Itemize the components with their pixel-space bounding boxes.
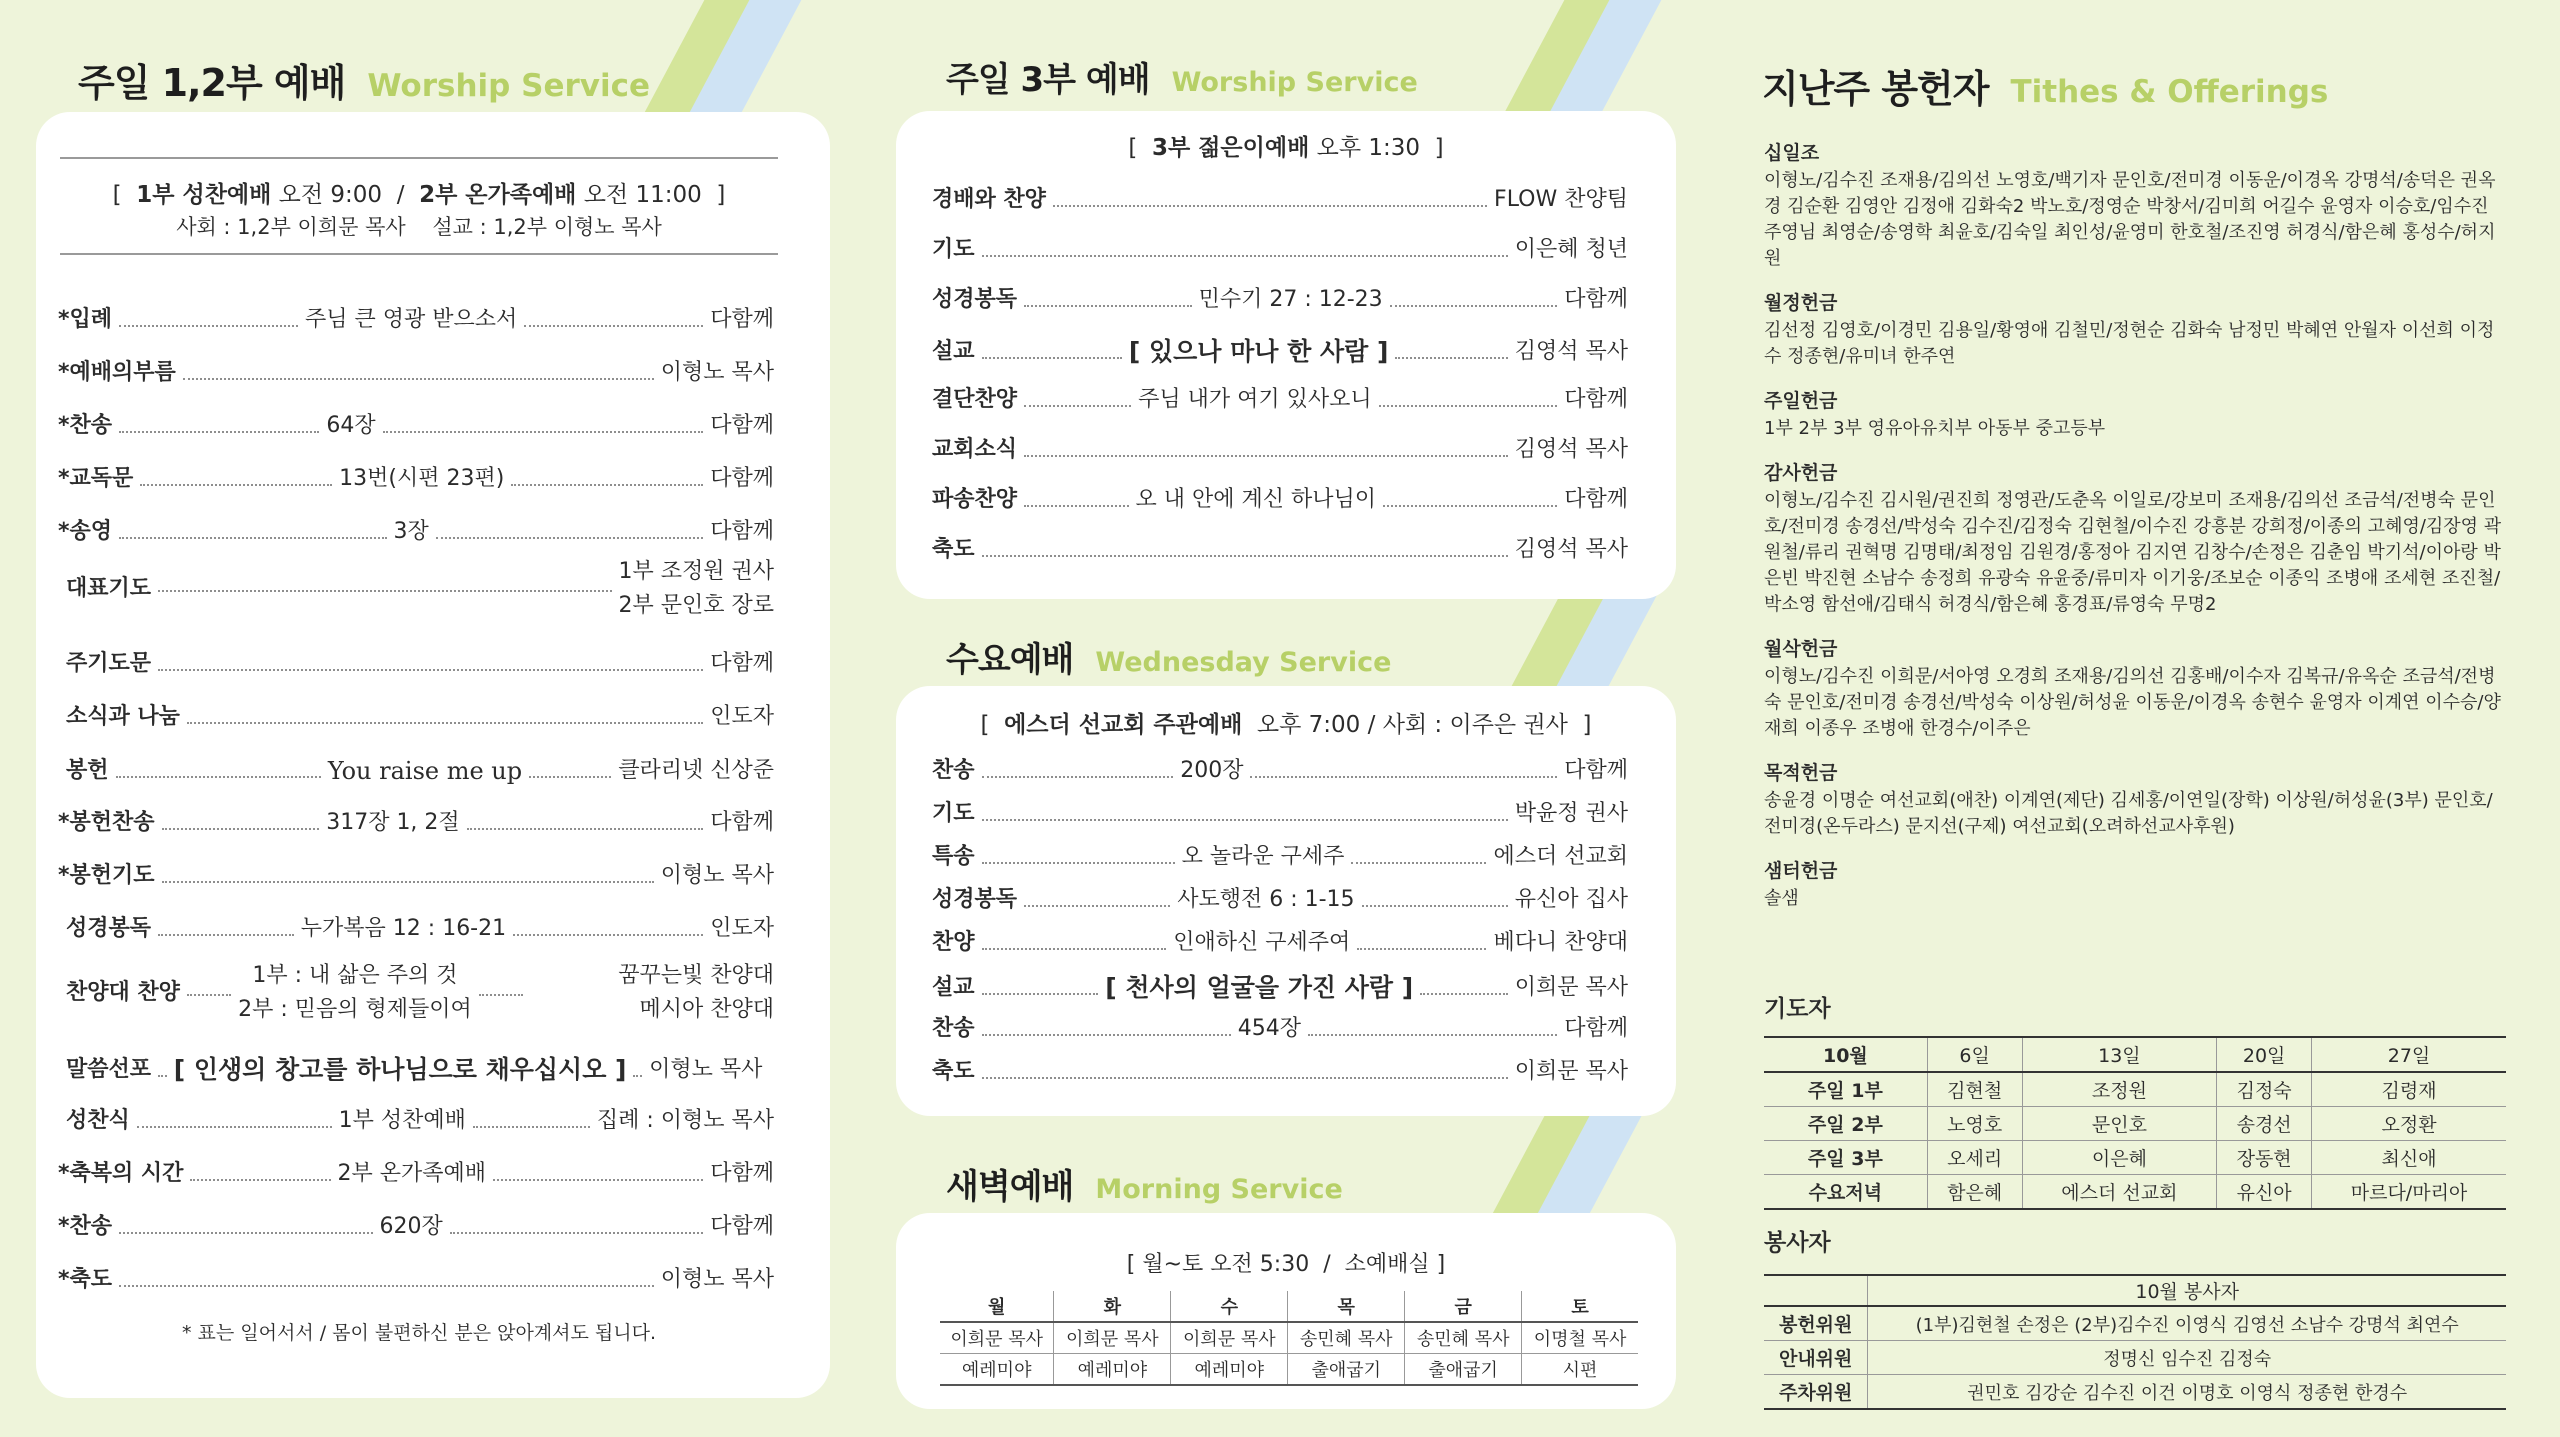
- volunteers-table: [1764, 1274, 2506, 1410]
- morning-books-row: 예레미야 예레미야 예레미야 출애굽기 출애굽기 시편: [940, 1354, 1638, 1386]
- order-row: 축도 김영석 목사: [932, 537, 1628, 562]
- service12-header: [ 1부 성찬예배 오전 9:00 / 2부 온가족예배 오전 11:00 ]: [112, 182, 726, 208]
- wednesday-header: [ 에스더 선교회 주관예배 오후 7:00 / 사회 : 이주은 권사 ]: [980, 712, 1592, 738]
- prayer-table: [1764, 1036, 2506, 1210]
- order-row: 찬송 454장 다함께: [932, 1016, 1628, 1041]
- order-row: *예배의부름 이형노 목사: [58, 360, 774, 385]
- prayer-row: 주일 2부 노영호 문인호 송경선 오정환: [1764, 1107, 2506, 1141]
- order-row: 찬양대 찬양 1부 : 내 삶은 주의 것 2부 : 믿음의 형제들이여 꿈꾸는빛 찬양대 메시아 찬양대: [66, 963, 774, 1022]
- order-row: *찬송 620장 다함께: [58, 1214, 774, 1239]
- offering-group: 주일헌금 1부 2부 3부 영유아유치부 아동부 중고등부: [1764, 390, 2106, 439]
- service3-order-list: [932, 111, 1628, 599]
- offering-group: 월정헌금 김선정 김영호/이경민 김용일/황영애 김철민/정현순 김화숙 남정민 박혜연 안월자 이선희 이정수 정종현/유미녀 한주연: [1764, 292, 2495, 367]
- volunteers-header-row: 10월 봉사자: [1764, 1275, 2506, 1306]
- order-row: *송영 3장 다함께: [58, 519, 774, 544]
- volunteer-row: 봉헌위원 (1부)김현철 손정은 (2부)김수진 이영식 김영선 소남수 강명석 최연수: [1764, 1306, 2506, 1341]
- order-row: 대표기도 1부 조정원 권사 2부 문인호 장로: [66, 559, 774, 618]
- order-row: *봉헌기도 이형노 목사: [58, 863, 774, 888]
- order-row: 설교 [ 있으나 마나 한 사람 ] 김영석 목사: [932, 337, 1628, 366]
- service12-order-list: [58, 112, 774, 1398]
- offerings-list: [1764, 138, 2508, 912]
- offering-group: 월삭헌금 이형노/김수진 이희문/서아영 오경희 조재용/김의선 김홍배/이수자 김복규/유옥순 조금석/전병숙 문인호/전미경 송경선/박성숙 이상원/허성윤 이동운/이경옥 송현수 윤영자 이계연 이수승/양재희 이종우 조병애 한경수/이주은: [1764, 638, 2501, 739]
- standing-note: * 표는 일어서서 / 몸이 불편하신 분은 앉아계셔도 됩니다.: [181, 1322, 657, 1344]
- prayer-row: 주일 1부 김현철 조정원 김정숙 김령재: [1764, 1072, 2506, 1107]
- order-row: *봉헌찬송 317장 1, 2절 다함께: [58, 810, 774, 835]
- offering-group: 십일조 이형노/김수진 조재용/김의선 노영호/백기자 문인호/전미경 이동운/이경옥 강명석/송덕은 권옥경 김순환 김영안 김정애 김화숙2 박노호/정영순 박창서/김미희 어길수 윤영자 이승호/임수진 주영님 최영순/송영학 최윤호/김숙일 최인성/윤영미 한호철/조진영 허경식/함은혜 홍성수/허지원: [1764, 142, 2496, 269]
- prayer-title: 기도자: [1764, 996, 1831, 1022]
- service3-panel: [896, 111, 1676, 599]
- order-row: 성경봉독 누가복음 12 : 16-21 인도자: [66, 916, 774, 941]
- morning-leaders-row: 이희문 목사 이희문 목사 이희문 목사 송민혜 목사 송민혜 목사 이명철 목사: [940, 1322, 1638, 1354]
- wednesday-order-list: [932, 686, 1628, 1116]
- morning-days-row: 월 화 수 목 금 토: [940, 1291, 1638, 1322]
- morning-header: [ 월~토 오전 5:30 / 소예배실 ]: [1126, 1252, 1446, 1277]
- prayer-row: 수요저녁 함은혜 에스더 선교회 유신아 마르다/마리아: [1764, 1175, 2506, 1210]
- order-row: 교회소식 김영석 목사: [932, 437, 1628, 462]
- order-row: 파송찬양 오 내 안에 계신 하나님이 다함께: [932, 487, 1628, 512]
- section-title-service3: 주일 3부 예배 Worship Service: [946, 60, 1418, 100]
- wednesday-panel: [896, 686, 1676, 1116]
- order-row: *입례 주님 큰 영광 받으소서 다함께: [58, 307, 774, 332]
- morning-panel: [896, 1213, 1676, 1409]
- order-row: 말씀선포 [ 인생의 창고를 하나님으로 채우십시오 ] 이형노 목사: [66, 1055, 763, 1084]
- order-row: 봉헌 You raise me up 클라리넷 신상준: [66, 757, 774, 785]
- order-row: *찬송 64장 다함께: [58, 413, 774, 438]
- order-row: 소식과 나눔 인도자: [66, 704, 774, 729]
- service12-subheader: 사회 : 1,2부 이희문 목사 설교 : 1,2부 이형노 목사: [176, 215, 662, 239]
- service3-header: [ 3부 젊은이예배 오후 1:30 ]: [1128, 135, 1444, 161]
- service12-panel: [36, 112, 830, 1398]
- order-row: 기도 박윤정 권사: [932, 801, 1628, 826]
- order-row: 특송 오 놀라운 구세주 에스더 선교회: [932, 844, 1628, 869]
- order-row: 성찬식 1부 성찬예배 집례 : 이형노 목사: [66, 1108, 775, 1133]
- offering-group: 샘터헌금 솔샘: [1764, 860, 1838, 909]
- order-row: 찬양 인애하신 구세주여 베다니 찬양대: [932, 930, 1628, 955]
- order-row: *축도 이형노 목사: [58, 1267, 774, 1292]
- volunteer-row: 안내위원 정명신 임수진 김정숙: [1764, 1341, 2506, 1375]
- order-row: 찬송 200장 다함께: [932, 758, 1628, 783]
- order-row: 성경봉독 민수기 27 : 12-23 다함께: [932, 287, 1629, 312]
- offering-group: 목적헌금 송윤경 이명순 여선교회(애찬) 이계연(제단) 김세홍/이연일(장학) 이상원/허성윤(3부) 문인호/전미경(온두라스) 문지선(구제) 여선교회(오려하선교사후원): [1764, 762, 2493, 837]
- section-title-en: Worship Service: [367, 68, 651, 104]
- order-row: 경배와 찬양 FLOW 찬양팀: [932, 187, 1628, 212]
- section-title-ko: 주일 1,2부 예배: [78, 61, 346, 105]
- order-row: 주기도문 다함께: [66, 651, 774, 676]
- order-row: *축복의 시간 2부 온가족예배 다함께: [58, 1161, 774, 1186]
- section-title-morning: 새벽예배 Morning Service: [946, 1167, 1343, 1207]
- volunteers-title: 봉사자: [1764, 1230, 1831, 1256]
- order-row: 축도 이희문 목사: [932, 1059, 1628, 1084]
- morning-schedule-table: [940, 1291, 1638, 1386]
- prayer-row: 주일 3부 오세리 이은혜 장동현 최신애: [1764, 1141, 2506, 1175]
- offering-group: 감사헌금 이형노/김수진 김시원/권진희 정영관/도춘옥 이일로/강보미 조재용/김의선 조금석/전병숙 문인호/전미경 송경선/박성숙 김수진/김정숙 김현철/이수진 강흥분 강희정/이종의 고혜영/김장영 곽원철/류리 권혁명 김명태/최정임 김원경/홍정아 김지연 김창수/손정은 김춘임 박기석/이아랑 박은빈 박진현 소남수 송정희 유광숙 유윤중/류미자 이기웅/조보순 이종익 조병애 조세현 조진철/박소영 함선애/김태식 허경식/함은혜 홍경표/류영숙 무명2: [1764, 462, 2502, 615]
- section-title-wednesday: 수요예배 Wednesday Service: [946, 640, 1392, 680]
- order-row: 성경봉독 사도행전 6 : 1-15 유신아 집사: [932, 887, 1629, 912]
- section-title-service12: [78, 52, 650, 107]
- order-row: *교독문 13번(시편 23편) 다함께: [58, 466, 774, 491]
- section-title-tithes: 지난주 봉헌자 Tithes & Offerings: [1762, 67, 2329, 111]
- prayer-header-row: 10월 6일 13일 20일 27일: [1764, 1037, 2506, 1072]
- order-row: 기도 이은혜 청년: [932, 237, 1628, 262]
- order-row: 설교 [ 천사의 얼굴을 가진 사람 ] 이희문 목사: [932, 973, 1628, 1002]
- volunteer-row: 주차위원 권민호 김강순 김수진 이건 이명호 이영식 정종현 한경수: [1764, 1375, 2506, 1410]
- order-row: 결단찬양 주님 내가 여기 있사오니 다함께: [932, 387, 1628, 412]
